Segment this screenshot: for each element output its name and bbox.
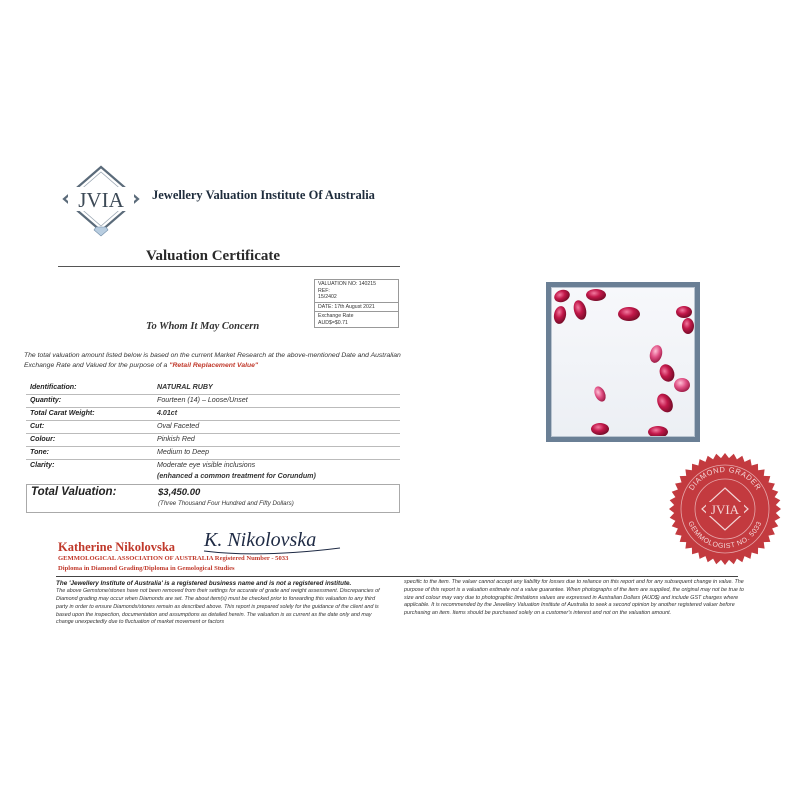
detail-row-tone bbox=[26, 446, 400, 459]
ruby-stone bbox=[654, 391, 676, 415]
detail-row-colour bbox=[26, 433, 400, 446]
detail-value: Medium to Deep bbox=[157, 448, 210, 456]
clarity-treatment: (enhanced a common treatment for Corundum) bbox=[157, 472, 316, 480]
ruby-stone bbox=[586, 289, 606, 301]
ruby-stone bbox=[591, 423, 609, 435]
total-amount: $3,450.00 bbox=[158, 487, 201, 498]
footer-divider bbox=[56, 576, 738, 577]
ruby-stone bbox=[674, 378, 690, 392]
intro-paragraph bbox=[24, 351, 402, 370]
svg-text:GEMMOLOGIST NO. 5033: GEMMOLOGIST NO. 5033 bbox=[686, 520, 764, 551]
ruby-stone bbox=[618, 307, 640, 321]
detail-value: Pinkish Red bbox=[157, 435, 195, 443]
svg-text:JVIA: JVIA bbox=[710, 502, 740, 517]
retail-replacement-value: "Retail Replacement Value" bbox=[169, 361, 259, 369]
detail-label: Total Carat Weight: bbox=[30, 409, 95, 417]
ref-value: 15/2402 bbox=[318, 294, 337, 300]
diploma-line: Diploma in Diamond Grading/Diploma in Gemological Studies bbox=[58, 565, 235, 572]
detail-label: Tone: bbox=[30, 448, 50, 456]
detail-value: 4.01ct bbox=[157, 409, 178, 417]
photo-surface bbox=[551, 287, 695, 437]
detail-row-cut bbox=[26, 420, 400, 433]
detail-label: Identification: bbox=[30, 383, 77, 391]
detail-label: Quantity: bbox=[30, 396, 62, 404]
intro-text: The total valuation amount listed below is based on the current Market Research at the above-mentioned Date and Australian Exchange Rate and Valued for the purpose of a bbox=[24, 352, 401, 369]
detail-value-group bbox=[157, 460, 400, 482]
footer-left-body: The above Gemstone/stones have not been removed from their settings for accurate of grade and weight assessment. Discrepancies of Diamond grading may occur when Diamonds are set. The about item(s) must be checked prior to forwarding this valuation to any third party in order to ensure Diamonds/stones remain as described above. This report is prepared solely for the guidance of the client and is based upon the inspection, documentation and assumptions as detailed herein. The valuation is as current as the date only and may change unexpectedly due to fluctuation of market movement or factors bbox=[56, 588, 380, 626]
total-amount-words: (Three Thousand Four Hundred and Fifty Dollars) bbox=[158, 500, 294, 507]
valuation-date: DATE: 17th August 2021 bbox=[315, 303, 398, 313]
detail-row-carat bbox=[26, 407, 400, 420]
ruby-stone bbox=[572, 299, 589, 321]
detail-value: Fourteen (14) – Loose/Unset bbox=[157, 396, 248, 404]
ruby-stone bbox=[648, 344, 664, 364]
gemstone-photo bbox=[546, 282, 700, 442]
reference-box bbox=[314, 279, 399, 328]
gemmologist-seal bbox=[668, 452, 782, 566]
ruby-stone bbox=[553, 305, 568, 325]
exchange-label: Exchange Rate bbox=[318, 313, 354, 319]
ruby-stone bbox=[657, 362, 677, 384]
total-valuation-row bbox=[26, 484, 400, 513]
total-label: Total Valuation: bbox=[31, 486, 117, 498]
ref-label: REF: bbox=[318, 287, 330, 294]
detail-label: Cut: bbox=[30, 422, 45, 430]
salutation: To Whom It May Concern bbox=[146, 321, 260, 332]
title-divider bbox=[58, 266, 400, 267]
institute-name: Jewellery Valuation Institute Of Australia bbox=[152, 188, 375, 202]
detail-row-quantity bbox=[26, 394, 400, 407]
svg-text:DIAMOND GRADER: DIAMOND GRADER bbox=[686, 464, 764, 492]
valuation-number: VALUATION NO: 140215 bbox=[318, 281, 377, 287]
detail-label: Colour: bbox=[30, 435, 56, 443]
detail-row-clarity bbox=[26, 459, 400, 482]
detail-label: Clarity: bbox=[30, 461, 55, 469]
ruby-stone bbox=[682, 318, 694, 334]
clarity-value: Moderate eye visible inclusions bbox=[157, 461, 256, 469]
svg-text:JVIA: JVIA bbox=[78, 188, 124, 212]
detail-value: NATURAL RUBY bbox=[157, 383, 213, 391]
ruby-stone bbox=[592, 385, 608, 404]
total-value-group bbox=[158, 487, 399, 509]
footer-disclaimer-right: specific to the item. The valuer cannot accept any liability for losses due to reliance on this report and for any subsequent change in value. The purpose of this report is a valuation estimate not a value guarantee. When photographs of the item are supplied, the original may not be true to size and colour may vary due to photographic limitations values are expressed in Australian Dollars (AUD$) and include GST charges where applicable. It is recommended by the Jewellery Valuation Institute of Australia to seek a second opinion by another registered valuer before purchasing an item. Items should be purchased solely on a customer's interest and not on the valuation amount. bbox=[404, 579, 744, 617]
details-table bbox=[26, 382, 400, 513]
ref-valuation-cell bbox=[315, 280, 398, 303]
certificate-title: Valuation Certificate bbox=[146, 248, 281, 264]
detail-row-identification bbox=[26, 382, 400, 394]
signer-name: Katherine Nikolovska bbox=[58, 540, 176, 554]
ref-exchange-cell bbox=[315, 312, 398, 327]
ruby-stone bbox=[676, 306, 692, 318]
footer-disclaimer-left bbox=[56, 579, 386, 627]
detail-value: Oval Faceted bbox=[157, 422, 200, 430]
footer-heading: The 'Jewellery Institute of Australia' is a registered business name and is not a registered institute. bbox=[56, 580, 352, 587]
ruby-stones bbox=[552, 288, 695, 437]
exchange-value: AUD$=$0.71 bbox=[318, 319, 348, 326]
gemmological-registration: GEMMOLOGICAL ASSOCIATION OF AUSTRALIA Registered Number - 5033 bbox=[58, 555, 289, 562]
jvia-logo bbox=[62, 165, 140, 237]
ruby-stone bbox=[552, 288, 571, 304]
handwritten-signature bbox=[200, 518, 350, 560]
svg-text:K. Nikolovska: K. Nikolovska bbox=[204, 529, 317, 551]
ruby-stone bbox=[648, 426, 668, 437]
